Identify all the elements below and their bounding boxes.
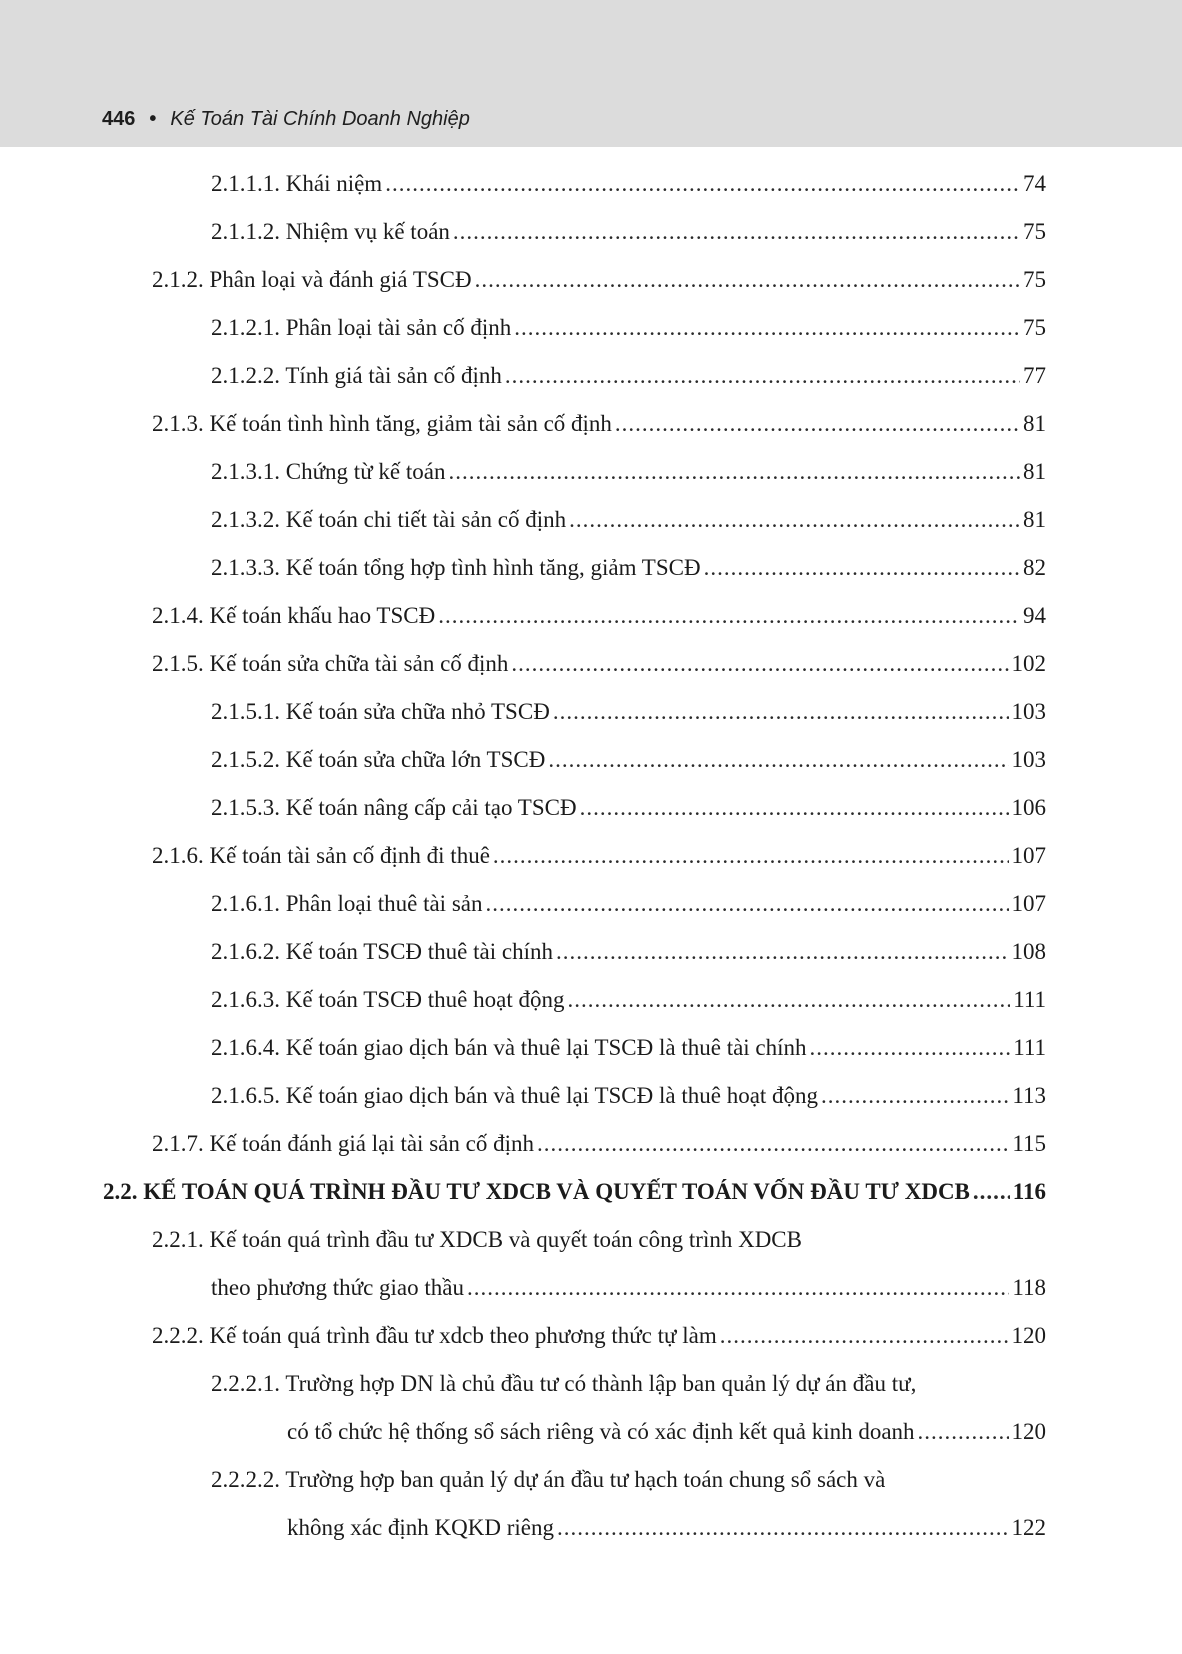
toc-entry[interactable]: 2.1.2.1. Phân loại tài sản cố định ..... 75 [211, 313, 1046, 343]
toc-entry-continuation[interactable]: không xác định KQKD riêng ..... 122 [287, 1513, 1046, 1543]
dot-leader [537, 1129, 1009, 1159]
dot-leader [553, 697, 1009, 727]
toc-entry[interactable]: 2.1.3.3. Kế toán tổng hợp tình hình tăng, giảm TSCĐ ..... 82 [211, 553, 1046, 583]
dot-leader [453, 217, 1020, 247]
toc-page: 122 [1011, 1515, 1046, 1540]
toc-entry[interactable]: 2.1.6. Kế toán tài sản cố định đi thuê ..... 107 [152, 841, 1046, 871]
toc-page: 81 [1023, 411, 1046, 436]
dot-leader [486, 889, 1009, 919]
toc-entry[interactable]: 2.1.1.1. Khái niệm ..... 74 [211, 169, 1046, 199]
toc-page: 75 [1023, 219, 1046, 244]
dot-leader [557, 1513, 1008, 1543]
dot-leader [704, 553, 1020, 583]
toc-page: 120 [1011, 1323, 1046, 1348]
toc-entry[interactable]: 2.1.6.1. Phân loại thuê tài sản ..... 107 [211, 889, 1046, 919]
toc-entry-line[interactable]: 2.2.2.1. Trường hợp DN là chủ đầu tư có thành lập ban quản lý dự án đầu tư, [211, 1371, 917, 1396]
toc-entry-line[interactable]: 2.2.1. Kế toán quá trình đầu tư XDCB và quyết toán công trình XDCB [152, 1227, 802, 1252]
book-title: Kế Toán Tài Chính Doanh Nghiệp [170, 108, 470, 130]
toc-page: 81 [1023, 459, 1046, 484]
toc-entry[interactable]: 2.1.7. Kế toán đánh giá lại tài sản cố định ..... 115 [152, 1129, 1046, 1159]
toc-page: 120 [1011, 1419, 1046, 1444]
header-line [102, 108, 470, 131]
toc-entry[interactable]: 2.1.3.1. Chứng từ kế toán ..... 81 [211, 457, 1046, 487]
toc-entry[interactable]: 2.1.1.2. Nhiệm vụ kế toán ..... 75 [211, 217, 1046, 247]
toc-page: 103 [1011, 699, 1046, 724]
toc-page: 74 [1023, 171, 1046, 196]
header-separator: • [149, 108, 157, 130]
dot-leader [973, 1177, 1010, 1207]
toc-page: 77 [1023, 363, 1046, 388]
toc-page: 107 [1011, 891, 1046, 916]
dot-leader [720, 1321, 1009, 1351]
toc-entry[interactable]: 2.1.2.2. Tính giá tài sản cố định ..... 77 [211, 361, 1046, 391]
toc-page: 108 [1011, 939, 1046, 964]
toc-page: 118 [1012, 1275, 1046, 1300]
dot-leader [821, 1081, 1009, 1111]
toc-page: 113 [1012, 1083, 1046, 1108]
dot-leader [514, 313, 1020, 343]
toc-entry[interactable]: 2.1.3. Kế toán tình hình tăng, giảm tài sản cố định ..... 81 [152, 409, 1046, 439]
page-number: 446 [102, 108, 136, 130]
toc-page: 81 [1023, 507, 1046, 532]
dot-leader [569, 505, 1020, 535]
dot-leader [493, 841, 1009, 871]
dot-leader [918, 1417, 1009, 1447]
toc-page: 94 [1023, 603, 1046, 628]
toc-entry[interactable]: 2.1.4. Kế toán khấu hao TSCĐ ..... 94 [152, 601, 1046, 631]
toc-entry-line[interactable]: 2.2.2.2. Trường hợp ban quản lý dự án đầu tư hạch toán chung sổ sách và [211, 1467, 886, 1492]
dot-leader [615, 409, 1020, 439]
dot-leader [438, 601, 1020, 631]
toc-entry[interactable]: 2.1.2. Phân loại và đánh giá TSCĐ ..... 75 [152, 265, 1046, 295]
dot-leader [475, 265, 1020, 295]
toc-page: 115 [1012, 1131, 1046, 1156]
toc-entry-continuation[interactable]: theo phương thức giao thầu ..... 118 [211, 1273, 1046, 1303]
dot-leader [548, 745, 1008, 775]
dot-leader [511, 649, 1008, 679]
toc-entry[interactable]: 2.1.5.3. Kế toán nâng cấp cải tạo TSCĐ ..... 106 [211, 793, 1046, 823]
dot-leader [505, 361, 1020, 391]
toc-entry[interactable]: 2.1.6.3. Kế toán TSCĐ thuê hoạt động ..... 111 [211, 985, 1046, 1015]
toc-entry[interactable]: 2.1.6.4. Kế toán giao dịch bán và thuê lại TSCĐ là thuê tài chính ..... 111 [211, 1033, 1046, 1063]
toc-page: 75 [1023, 315, 1046, 340]
toc-page: 102 [1011, 651, 1046, 676]
toc-page: 106 [1011, 795, 1046, 820]
toc-page: 116 [1012, 1179, 1046, 1204]
toc-entry[interactable]: 2.1.3.2. Kế toán chi tiết tài sản cố định ..... 81 [211, 505, 1046, 535]
dot-leader [568, 985, 1011, 1015]
toc-page: 82 [1023, 555, 1046, 580]
toc-page: 111 [1013, 987, 1046, 1012]
dot-leader [556, 937, 1009, 967]
toc-entry[interactable]: 2.1.6.2. Kế toán TSCĐ thuê tài chính ..... 108 [211, 937, 1046, 967]
toc-entry[interactable]: 2.1.6.5. Kế toán giao dịch bán và thuê lại TSCĐ là thuê hoạt động ..... 113 [211, 1081, 1046, 1111]
toc-entry[interactable]: 2.1.5. Kế toán sửa chữa tài sản cố định ..... 102 [152, 649, 1046, 679]
toc-page: 103 [1011, 747, 1046, 772]
toc-entry-continuation[interactable]: có tổ chức hệ thống sổ sách riêng và có xác định kết quả kinh doanh ..... 120 [287, 1417, 1046, 1447]
toc-entry[interactable]: 2.1.5.1. Kế toán sửa chữa nhỏ TSCĐ ..... 103 [211, 697, 1046, 727]
toc-entry[interactable]: 2.2.2. Kế toán quá trình đầu tư xdcb theo phương thức tự làm ..... 120 [152, 1321, 1046, 1351]
toc-page: 111 [1013, 1035, 1046, 1060]
dot-leader [385, 169, 1020, 199]
toc-page: 107 [1011, 843, 1046, 868]
dot-leader [580, 793, 1009, 823]
dot-leader [448, 457, 1020, 487]
toc-page: 75 [1023, 267, 1046, 292]
dot-leader [810, 1033, 1011, 1063]
toc-entry[interactable]: 2.1.5.2. Kế toán sửa chữa lớn TSCĐ ..... 103 [211, 745, 1046, 775]
toc-chapter-entry[interactable]: 2.2. KẾ TOÁN QUÁ TRÌNH ĐẦU TƯ XDCB VÀ QUYẾT TOÁN VỐN ĐẦU TƯ XDCB ..... 116 [103, 1177, 1046, 1207]
dot-leader [467, 1273, 1009, 1303]
